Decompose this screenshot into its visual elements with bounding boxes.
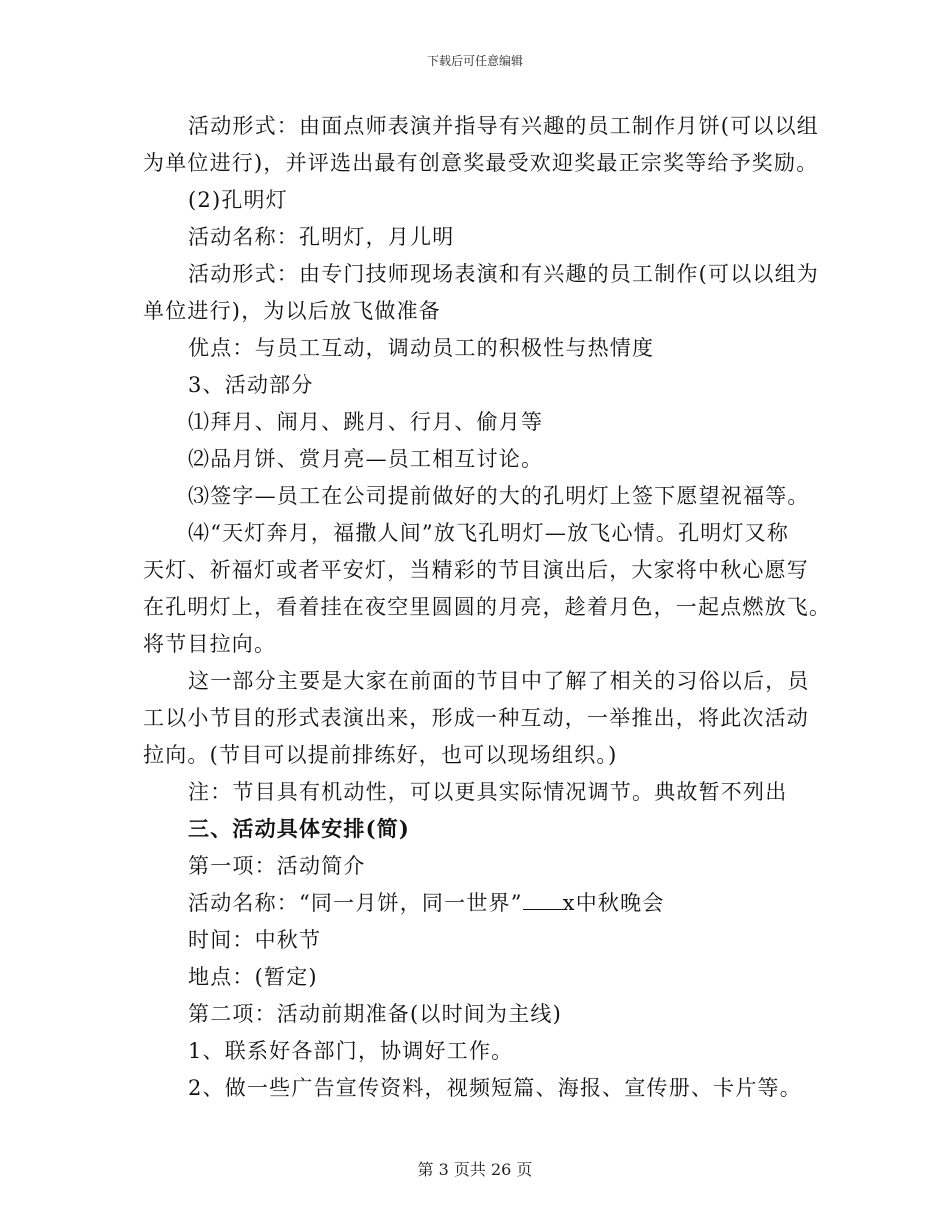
list-item: ⑴拜月、闹月、跳月、行月、偷月等 xyxy=(188,410,544,434)
paragraph-line: 时间：中秋节 xyxy=(188,928,322,952)
list-item: ⑷“天灯奔月，福撒人间”放飞孔明灯—放飞心情。孔明灯又称 xyxy=(188,521,790,545)
event-name-label: 活动名称：“同一月饼，同一世界” xyxy=(188,891,523,915)
paragraph-line: 活动名称：孔明灯，月儿明 xyxy=(188,225,455,249)
subheading: (2)孔明灯 xyxy=(188,188,288,212)
list-item: 2、做一些广告宣传资料，视频短篇、海报、宣传册、卡片等。 xyxy=(188,1076,802,1100)
paragraph-line: 活动形式：由专门技师现场表演和有兴趣的员工制作(可以以组为 xyxy=(188,262,819,286)
paragraph-line: 地点：(暂定) xyxy=(188,965,318,989)
event-name-suffix: x中秋晚会 xyxy=(562,891,665,915)
event-name-line xyxy=(188,889,665,917)
paragraph-line: 将节目拉向。 xyxy=(143,632,277,656)
paragraph-line: 第二项：活动前期准备(以时间为主线) xyxy=(188,1002,562,1026)
section-heading: 三、活动具体安排(简) xyxy=(188,816,411,841)
paragraph-line: 工以小节目的形式表演出来，形成一种互动，一举推出，将此次活动 xyxy=(143,706,809,730)
paragraph-line: 单位进行)，为以后放飞做准备 xyxy=(143,299,441,323)
list-item: ⑵品月饼、赏月亮—员工相互讨论。 xyxy=(188,447,544,471)
paragraph-line: 优点：与员工互动，调动员工的积极性与热情度 xyxy=(188,336,655,360)
subheading: 3、活动部分 xyxy=(188,373,314,397)
paragraph-line: 活动形式：由面点师表演并指导有兴趣的员工制作月饼(可以以组 xyxy=(188,114,819,138)
blank-underline xyxy=(523,891,563,910)
paragraph-line: 这一部分主要是大家在前面的节目中了解了相关的习俗以后，员 xyxy=(188,669,810,693)
paragraph-line: 为单位进行)，并评选出最有创意奖最受欢迎奖最正宗奖等给予奖励。 xyxy=(143,151,819,175)
note-line: 注：节目具有机动性，可以更具实际情况调节。典故暂不列出 xyxy=(188,780,788,804)
paragraph-line: 天灯、祈福灯或者平安灯，当精彩的节目演出后，大家将中秋心愿写 xyxy=(143,558,809,582)
list-item: 1、联系好各部门，协调好工作。 xyxy=(188,1039,514,1063)
list-item: ⑶签字—员工在公司提前做好的大的孔明灯上签下愿望祝福等。 xyxy=(188,484,810,508)
paragraph-line: 在孔明灯上，看着挂在夜空里圆圆的月亮，趁着月色，一起点燃放飞。 xyxy=(143,595,832,619)
page-footer: 第 3 页共 26 页 xyxy=(417,1160,533,1179)
paragraph-line: 第一项：活动简介 xyxy=(188,854,366,878)
page-header: 下载后可任意编辑 xyxy=(426,54,523,68)
paragraph-line: 拉向。(节目可以提前排练好，也可以现场组织。) xyxy=(143,743,618,767)
